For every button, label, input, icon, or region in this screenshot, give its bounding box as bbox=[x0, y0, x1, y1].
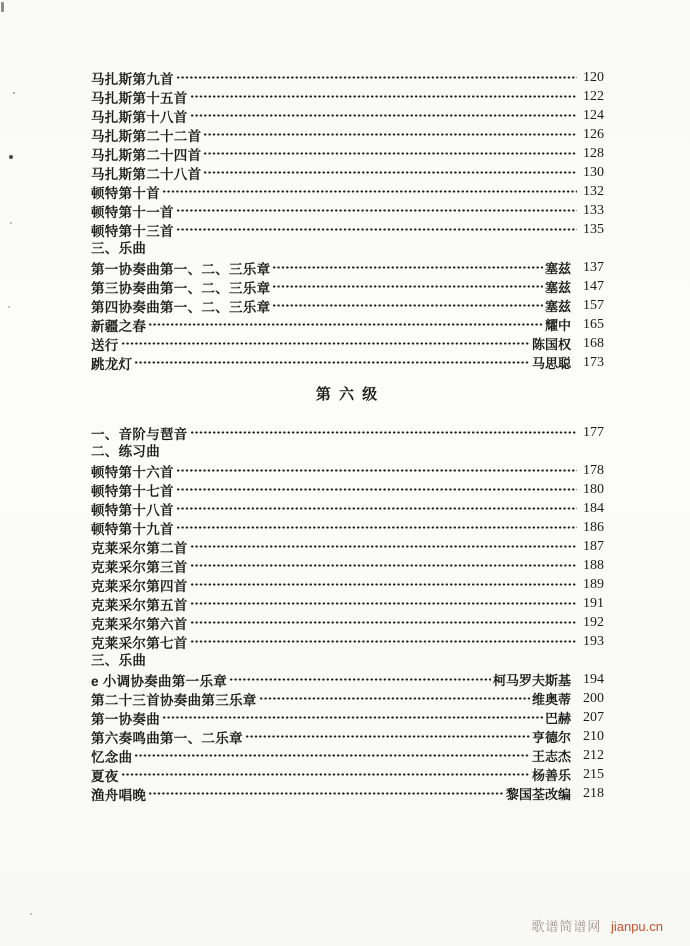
toc-entry-row bbox=[91, 708, 604, 727]
dot-leader bbox=[190, 575, 577, 594]
dot-leader bbox=[203, 125, 577, 144]
entry-page-number: 210 bbox=[583, 728, 604, 744]
entry-page-number: 177 bbox=[583, 424, 604, 440]
entry-title: 顿特第十七首 bbox=[91, 483, 174, 499]
toc-subheading: 三、乐曲 bbox=[91, 653, 147, 668]
toc-entry-row bbox=[91, 518, 604, 537]
toc-entry-row bbox=[91, 87, 604, 106]
entry-title: 第四协奏曲第一、二、三乐章 bbox=[91, 299, 271, 315]
entry-title: 马扎斯第十五首 bbox=[91, 90, 188, 106]
toc-entry-row bbox=[91, 201, 604, 220]
toc-section-level5-continued bbox=[91, 68, 604, 372]
dot-leader bbox=[176, 518, 577, 537]
toc-entry-row bbox=[91, 746, 604, 765]
scan-speck bbox=[9, 155, 13, 159]
entry-title: 克莱采尔第六首 bbox=[91, 616, 188, 632]
dot-leader bbox=[190, 87, 577, 106]
toc-entry-row bbox=[91, 423, 604, 442]
entry-page-number: 173 bbox=[583, 354, 604, 370]
dot-leader bbox=[176, 201, 577, 220]
entry-title: 克莱采尔第五首 bbox=[91, 597, 188, 613]
entry-page-number: 200 bbox=[583, 690, 604, 706]
dot-leader bbox=[190, 556, 577, 575]
entry-title: 顿特第十九首 bbox=[91, 521, 174, 537]
toc-section-level6 bbox=[91, 386, 604, 803]
entry-page-number: 147 bbox=[583, 278, 604, 294]
scan-speck bbox=[30, 913, 32, 915]
entry-title: 第一协奏曲第一、二、三乐章 bbox=[91, 261, 271, 277]
dot-leader bbox=[148, 315, 543, 334]
site-watermark bbox=[531, 916, 663, 935]
entry-title: 马扎斯第二十四首 bbox=[91, 147, 202, 163]
dot-leader bbox=[190, 613, 577, 632]
entry-author: 耀中 bbox=[544, 318, 571, 333]
entry-title: 夏夜 bbox=[91, 768, 119, 784]
entry-title: 马扎斯第九首 bbox=[91, 71, 174, 87]
scan-speck bbox=[8, 306, 10, 308]
entry-page-number: 191 bbox=[583, 595, 604, 611]
dot-leader bbox=[190, 106, 577, 125]
toc-entry-row bbox=[91, 556, 604, 575]
toc-subheading: 三、乐曲 bbox=[91, 241, 147, 256]
toc-entry-row bbox=[91, 727, 604, 746]
toc-entry-row bbox=[91, 575, 604, 594]
entry-page-number: 137 bbox=[583, 259, 604, 275]
entry-author: 塞兹 bbox=[544, 280, 571, 295]
entry-title: 第一协奏曲 bbox=[91, 711, 160, 727]
dot-leader bbox=[203, 163, 577, 182]
entry-page-number: 130 bbox=[583, 164, 604, 180]
entry-page-number: 207 bbox=[583, 709, 604, 725]
dot-leader bbox=[190, 632, 577, 651]
entry-title: 渔舟唱晚 bbox=[91, 787, 147, 803]
entry-author: 塞兹 bbox=[544, 299, 571, 314]
dot-leader bbox=[121, 765, 530, 784]
entry-page-number: 187 bbox=[583, 538, 604, 554]
entry-page-number: 180 bbox=[583, 481, 604, 497]
entry-title: 克莱采尔第七首 bbox=[91, 635, 188, 651]
entry-page-number: 128 bbox=[583, 145, 604, 161]
dot-leader bbox=[162, 708, 543, 727]
entry-page-number: 189 bbox=[583, 576, 604, 592]
entry-page-number: 122 bbox=[583, 88, 604, 104]
toc-entry-row bbox=[91, 632, 604, 651]
toc-entry-row bbox=[91, 613, 604, 632]
entry-title: 顿特第十六首 bbox=[91, 464, 174, 480]
toc-entry-row bbox=[91, 296, 604, 315]
dot-leader bbox=[190, 594, 577, 613]
entry-title: 顿特第十一首 bbox=[91, 204, 174, 220]
toc-entry-row bbox=[91, 594, 604, 613]
entry-page-number: 133 bbox=[583, 202, 604, 218]
toc-entry-row bbox=[91, 784, 604, 803]
entry-title: 克莱采尔第四首 bbox=[91, 578, 188, 594]
watermark-site-name: 歌谱简谱网 bbox=[531, 919, 602, 934]
toc-entry-row bbox=[91, 670, 604, 689]
entry-author: 马思聪 bbox=[531, 356, 571, 371]
entry-author: 陈国权 bbox=[531, 337, 571, 352]
entry-page-number: 186 bbox=[583, 519, 604, 535]
entry-author: 维奥蒂 bbox=[531, 692, 571, 707]
entry-page-number: 215 bbox=[583, 766, 604, 782]
toc-entry-row bbox=[91, 125, 604, 144]
entry-title: 跳龙灯 bbox=[91, 356, 133, 372]
toc-entry-row bbox=[91, 334, 604, 353]
watermark-site-url: jianpu.cn bbox=[610, 919, 663, 934]
entry-title: e 小调协奏曲第一乐章 bbox=[91, 673, 228, 689]
entry-page-number: 135 bbox=[583, 221, 604, 237]
entry-page-number: 193 bbox=[583, 633, 604, 649]
dot-leader bbox=[176, 220, 577, 239]
entry-author: 王志杰 bbox=[531, 749, 571, 764]
toc-entry-row bbox=[91, 499, 604, 518]
dot-leader bbox=[245, 727, 530, 746]
entry-title: 第二十三首协奏曲第三乐章 bbox=[91, 692, 257, 708]
entry-title: 第三协奏曲第一、二、三乐章 bbox=[91, 280, 271, 296]
entry-page-number: 184 bbox=[583, 500, 604, 516]
dot-leader bbox=[176, 68, 577, 87]
entry-page-number: 194 bbox=[583, 671, 604, 687]
dot-leader bbox=[162, 182, 577, 201]
dot-leader bbox=[272, 258, 543, 277]
entry-title: 忆念曲 bbox=[91, 749, 133, 765]
dot-leader bbox=[190, 537, 577, 556]
toc-entry-row bbox=[91, 182, 604, 201]
entry-page-number: 124 bbox=[583, 107, 604, 123]
entry-page-number: 120 bbox=[583, 69, 604, 85]
scan-speck bbox=[10, 222, 12, 224]
dot-leader bbox=[259, 689, 530, 708]
entry-title: 顿特第十首 bbox=[91, 185, 160, 201]
entry-page-number: 178 bbox=[583, 462, 604, 478]
dot-leader bbox=[148, 784, 504, 803]
toc-entry-row bbox=[91, 144, 604, 163]
toc-entry-row bbox=[91, 163, 604, 182]
dot-leader bbox=[134, 746, 530, 765]
entry-page-number: 157 bbox=[583, 297, 604, 313]
entry-author: 杨善乐 bbox=[531, 768, 571, 783]
entry-title: 克莱采尔第三首 bbox=[91, 559, 188, 575]
dot-leader bbox=[190, 423, 577, 442]
entry-title: 顿特第十三首 bbox=[91, 223, 174, 239]
dot-leader bbox=[272, 277, 543, 296]
entry-page-number: 192 bbox=[583, 614, 604, 630]
toc-entry-row bbox=[91, 315, 604, 334]
dot-leader bbox=[176, 499, 577, 518]
entry-title: 马扎斯第二十八首 bbox=[91, 166, 202, 182]
entry-title: 顿特第十八首 bbox=[91, 502, 174, 518]
toc-entry-row bbox=[91, 461, 604, 480]
toc-entry-row bbox=[91, 68, 604, 87]
dot-leader bbox=[121, 334, 530, 353]
entry-title: 新疆之春 bbox=[91, 318, 147, 334]
entry-title: 克莱采尔第二首 bbox=[91, 540, 188, 556]
toc-entry-row bbox=[91, 765, 604, 784]
entry-page-number: 165 bbox=[583, 316, 604, 332]
toc-entry-row bbox=[91, 258, 604, 277]
entry-title: 马扎斯第二十二首 bbox=[91, 128, 202, 144]
entry-author: 亨德尔 bbox=[531, 730, 571, 745]
toc-entry-row bbox=[91, 689, 604, 708]
toc-entry-row bbox=[91, 220, 604, 239]
entry-title: 一、音阶与琶音 bbox=[91, 426, 188, 442]
toc-section-level6-rows bbox=[91, 423, 604, 803]
entry-title: 马扎斯第十八首 bbox=[91, 109, 188, 125]
entry-title: 送行 bbox=[91, 337, 119, 353]
entry-page-number: 126 bbox=[583, 126, 604, 142]
scan-speck bbox=[1, 2, 4, 12]
entry-author: 柯马罗夫斯基 bbox=[492, 673, 571, 688]
entry-author: 塞兹 bbox=[544, 261, 571, 276]
dot-leader bbox=[229, 670, 491, 689]
entry-page-number: 132 bbox=[583, 183, 604, 199]
entry-page-number: 188 bbox=[583, 557, 604, 573]
dot-leader bbox=[176, 480, 577, 499]
entry-page-number: 218 bbox=[583, 785, 604, 801]
toc-entry-row bbox=[91, 480, 604, 499]
dot-leader bbox=[134, 353, 530, 372]
entry-title: 第六奏鸣曲第一、二乐章 bbox=[91, 730, 243, 746]
toc-entry-row bbox=[91, 277, 604, 296]
level-six-header: 第 六 级 bbox=[315, 386, 380, 403]
entry-page-number: 168 bbox=[583, 335, 604, 351]
toc-entry-row bbox=[91, 537, 604, 556]
entry-author: 黎国荃改编 bbox=[505, 787, 571, 802]
entry-page-number: 212 bbox=[583, 747, 604, 763]
dot-leader bbox=[203, 144, 577, 163]
dot-leader bbox=[176, 461, 577, 480]
entry-author: 巴赫 bbox=[544, 711, 571, 726]
toc-entry-row bbox=[91, 353, 604, 372]
scan-speck bbox=[13, 92, 15, 94]
dot-leader bbox=[272, 296, 543, 315]
toc-entry-row bbox=[91, 106, 604, 125]
toc-subheading: 二、练习曲 bbox=[91, 444, 160, 459]
